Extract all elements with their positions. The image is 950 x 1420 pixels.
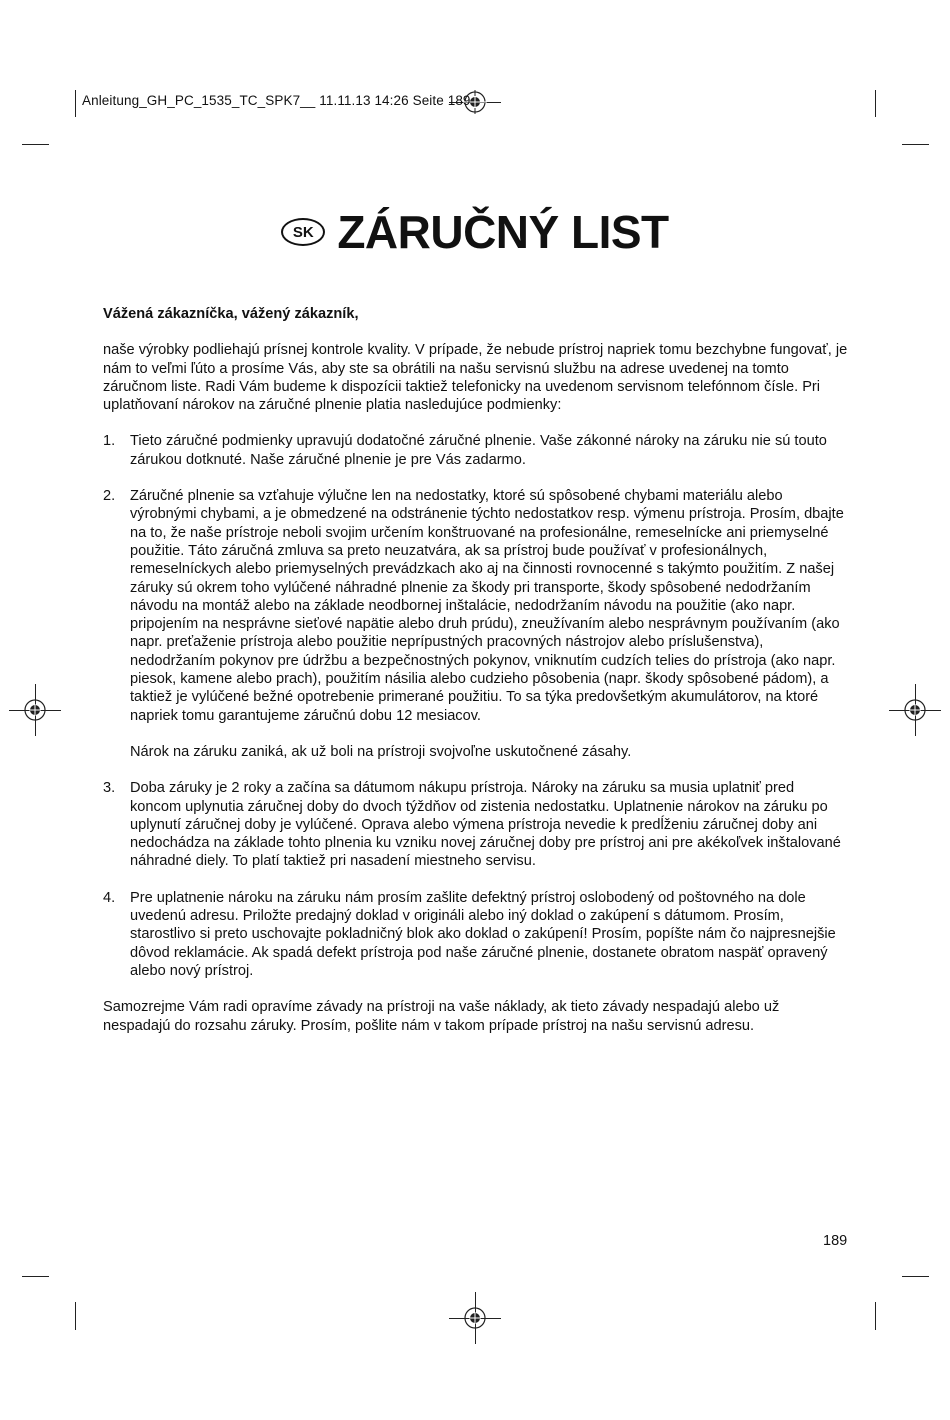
page-title: ZÁRUČNÝ LIST [337,206,669,258]
registration-target-icon [23,698,47,722]
crop-mark-top-left-h [22,144,49,145]
list-item-text: Záručné plnenie sa vzťahuje výlučne len na nedostatky, ktoré sú spôsobené chybami materiálu alebo výrobnými chybami, a je obmedzené na odstránenie týchto nedostatkov resp. výmenu prístroja. Prosím, dbajte na to, že naše prístroje neboli svojim určením konštruované na profesionálne, remeselnícke ani priemyselné použitie. Táto záručná zmluva sa preto neuzatvára, ak sa prístroj bude používať v profesionálnych, remeselníckych alebo priemyselných prevádzkach ako aj na činnosti rovnocenné s takýmto použitím. Z našej záruky sú okrem toho vylúčené náhradné plnenie za škody pri transporte, škody spôsobené nedodržaním návodu na montáž alebo na základe neodbornej inštalácie, nedodržaním návodu na použitie (ako napr. pripojením na nesprávne sieťové napätie alebo druh prúdu), zneužívaním alebo nesprávnym používaním (ako napr. preťaženie prístroja alebo použitie neprípustných pracovných nástrojov alebo príslušenstva), nedodržaním pokynov pre údržbu a bezpečnostných pokynov, vniknutím cudzích telies do prístroja (ako napr. piesok, kamene alebo prach), použitím násilia alebo cudzieho pôsobenia (napr. škody spôsobené pádom), a taktiež je vylúčené bežné opotrebenie primerané použitiu. To sa týka predovšetkým akumulátorov, na ktoré napriek tomu garantujeme záručnú dobu 12 mesiacov. [130,488,844,724]
language-badge: SK [281,218,325,246]
intro-paragraph: naše výrobky podliehajú prísnej kontrole kvality. V prípade, že nebude prístroj napriek tomu bezchybne fungovať, je nám to veľmi ľúto a prosíme Vás, aby ste sa obrátili na našu servisnú službu na adrese uvedenej na tomto záručnom liste. Radi Vám budeme k dispozícii taktiež telefonicky na uvedenom servisnom telefónnom čísle. Pri uplatňovaní nárokov na záručné plnenie platia nasledujúce podmienky: [103,342,848,414]
page-number: 189 [823,1233,848,1249]
registration-target-icon [903,698,927,722]
registration-target-icon [463,1306,487,1330]
crop-mark-bottom-left [75,1302,76,1330]
crop-mark-top-left [75,90,76,117]
list-item [103,432,848,469]
title-block [0,205,950,259]
list-item-number: 3. [103,780,116,797]
crop-mark-bottom-left-h [22,1276,49,1277]
terms-list [103,432,848,980]
print-slug: Anleitung_GH_PC_1535_TC_SPK7__ 11.11.13 14:26 Seite 189 [82,93,471,108]
crop-mark-bottom-right-h [902,1276,929,1277]
greeting: Vážená zákazníčka, vážený zákazník, [103,306,359,322]
list-item [103,487,848,761]
list-item-number: 4. [103,889,116,906]
closing-paragraph: Samozrejme Vám radi opravíme závady na prístroji na vaše náklady, ak tieto závady nespadajú alebo už nespadajú do rozsahu záruky. Prosím, pošlite nám v takom prípade prístroj na našu servisnú adresu. [103,999,780,1034]
list-item-number: 1. [103,433,116,450]
list-item-text: Doba záruky je 2 roky a začína sa dátumom nákupu prístroja. Nároky na záruku sa musia uplatniť pred koncom uplynutia záručnej doby do dvoch týždňov od zistenia nedostatku. Uplatnenie nárokov na záruku po uplynutí záručnej doby je vylúčené. Oprava alebo výmena prístroja nevedie k predĺženiu záručnej doby ani nedochádza na základe tohto plnenia ku vzniku novej záručnej doby pre prístroj ani pre akékoľvek inštalované náhradné diely. To platí taktiež pri nasadení miestneho servisu. [130,780,841,870]
list-item-text: Tieto záručné podmienky upravujú dodatočné záručné plnenie. Vaše zákonné nároky na záruku nie sú touto zárukou dotknuté. Naše záručné plnenie je pre Vás zadarmo. [130,433,827,468]
list-item [103,889,848,980]
list-item-subparagraph: Nárok na záruku zaniká, ak už boli na prístroji svojvoľne uskutočnené zásahy. [130,743,632,760]
crop-mark-top-right [875,90,876,117]
crop-mark-top-right-h [902,144,929,145]
list-item [103,779,848,870]
warranty-text [103,305,848,1053]
list-item-number: 2. [103,488,116,505]
crop-mark-bottom-right [875,1302,876,1330]
list-item-text: Pre uplatnenie nároku na záruku nám prosím zašlite defektný prístroj oslobodený od poštovného na dole uvedenú adresu. Priložte predajný doklad v origináli alebo iný doklad o zakúpení s dátumom. Prosím, starostlivo si preto uschovajte pokladničný blok ako doklad o zakúpení! Prosím, popíšte nám čo najpresnejšie dôvod reklamácie. Ak spadá defekt prístroja pod naše záručné plnenie, dostanete obratom naspäť opravený alebo nový prístroj. [130,889,836,979]
